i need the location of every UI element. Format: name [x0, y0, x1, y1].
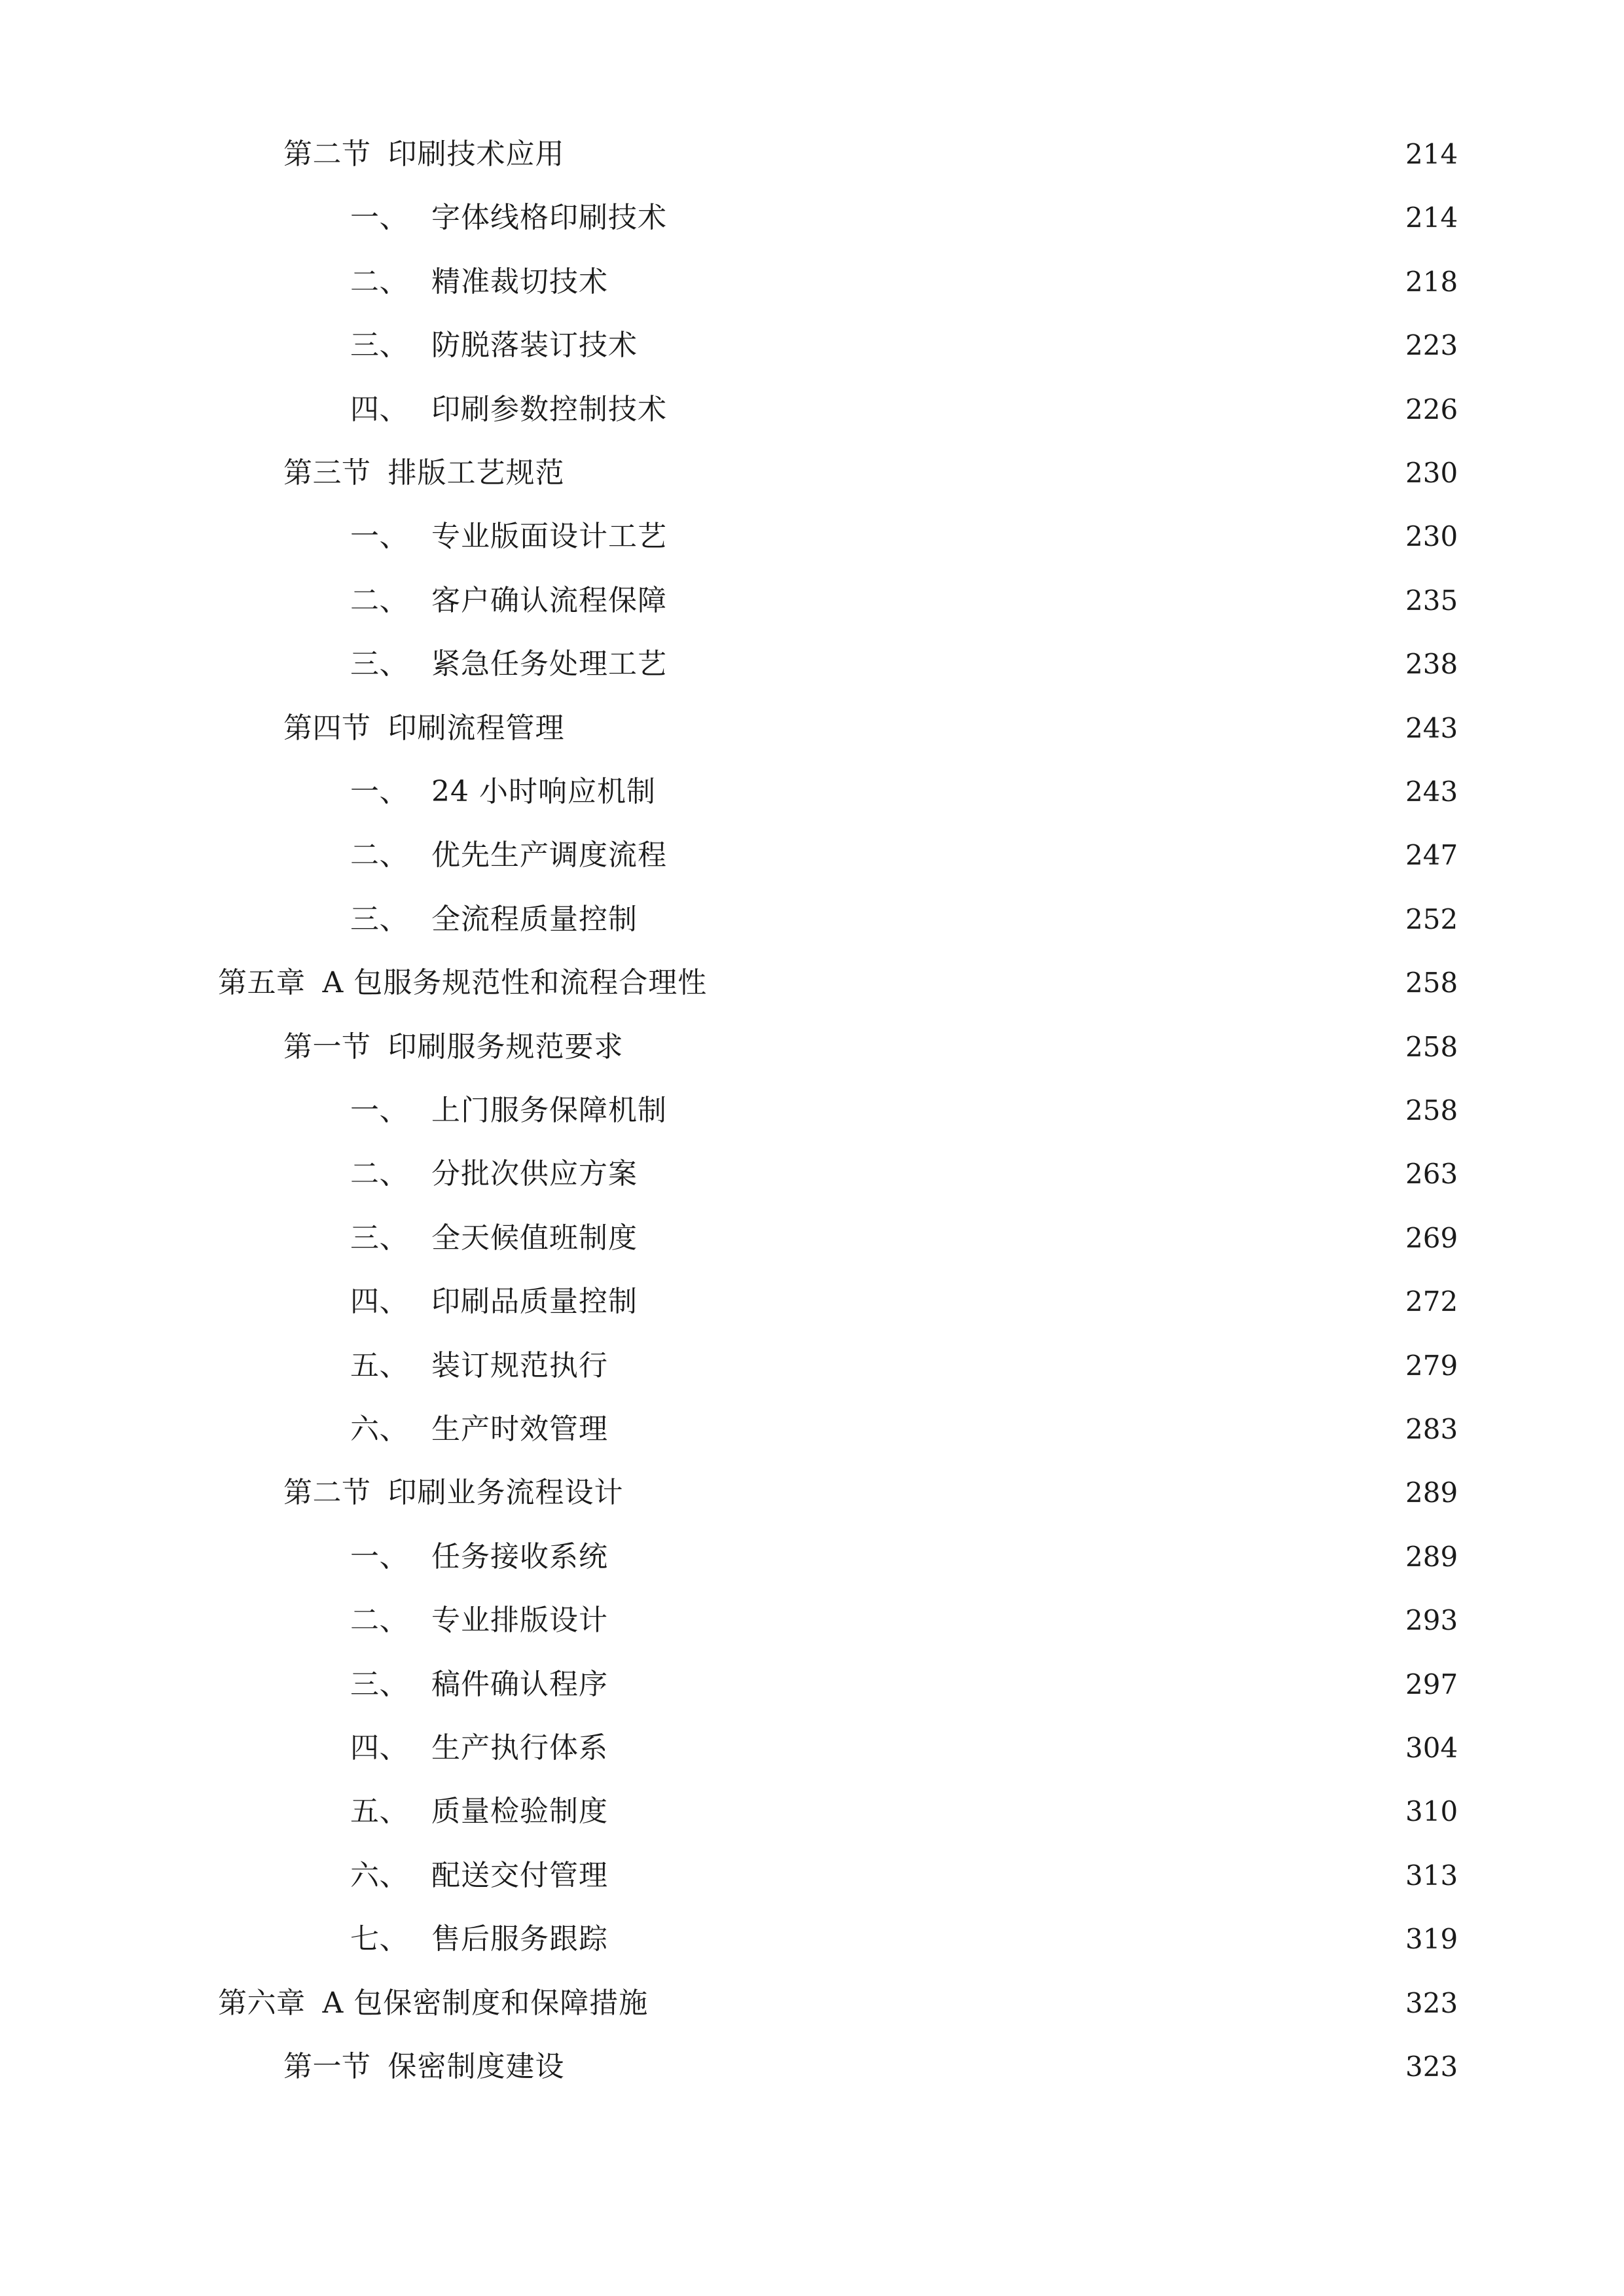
toc-entry-item[interactable] — [350, 1088, 1458, 1134]
toc-entry-title: 保密制度建设 — [388, 2050, 565, 2083]
toc-entry-title: 全流程质量控制 — [431, 903, 638, 936]
toc-entry-page-number: 263 — [1405, 1158, 1458, 1190]
toc-entry-number: 二、 — [350, 265, 408, 298]
toc-entry-page-number: 230 — [1405, 457, 1458, 489]
dot-leader — [630, 1024, 1392, 1070]
toc-entry-number: 三、 — [350, 647, 408, 681]
toc-entry-title: 全天候值班制度 — [431, 1221, 638, 1255]
dot-leader — [644, 1151, 1391, 1197]
toc-entry-number: 第一节 — [283, 2050, 371, 2083]
dot-leader — [571, 706, 1392, 751]
toc-entry-title: 印刷服务规范要求 — [388, 1030, 624, 1064]
toc-entry-number: 第三节 — [283, 456, 371, 490]
toc-entry-title: 专业排版设计 — [431, 1604, 608, 1637]
toc-entry-section[interactable] — [283, 706, 1458, 751]
toc-entry-page-number: 304 — [1405, 1732, 1458, 1764]
toc-entry-page-number: 214 — [1405, 138, 1458, 170]
toc-entry-title: 印刷技术应用 — [388, 137, 565, 171]
dot-leader — [571, 450, 1392, 496]
toc-entry-label — [350, 1598, 608, 1643]
toc-entry-label — [350, 1343, 608, 1389]
toc-entry-title: 印刷业务流程设计 — [388, 1476, 624, 1509]
toc-entry-title: 配送交付管理 — [431, 1859, 608, 1892]
toc-entry-label — [350, 1279, 638, 1325]
toc-entry-label — [283, 1024, 624, 1070]
toc-entry-number: 第六章 — [218, 1986, 306, 2020]
dot-leader — [644, 1215, 1391, 1261]
toc-entry-item[interactable] — [350, 323, 1458, 368]
toc-entry-title: A 包服务规范性和流程合理性 — [322, 966, 708, 999]
toc-entry-label — [350, 514, 667, 560]
toc-entry-item[interactable] — [350, 195, 1458, 241]
toc-entry-title: 上门服务保障机制 — [431, 1094, 667, 1127]
toc-entry-title: 售后服务跟踪 — [431, 1922, 608, 1956]
toc-entry-page-number: 323 — [1405, 1987, 1458, 2019]
dot-leader — [674, 387, 1391, 433]
toc-entry-page-number: 269 — [1405, 1222, 1458, 1254]
toc-entry-label — [350, 259, 608, 305]
toc-entry-label — [283, 1470, 624, 1516]
toc-entry-item[interactable] — [350, 833, 1458, 878]
toc-entry-number: 一、 — [350, 775, 408, 808]
toc-entry-title: 质量检验制度 — [431, 1795, 608, 1828]
toc-entry-label — [350, 1662, 608, 1708]
toc-entry-page-number: 258 — [1405, 1094, 1458, 1126]
toc-entry-section[interactable] — [283, 1024, 1458, 1070]
toc-entry-item[interactable] — [350, 259, 1458, 305]
toc-entry-item[interactable] — [350, 1853, 1458, 1899]
dot-leader — [713, 960, 1391, 1006]
toc-entry-page-number: 214 — [1405, 202, 1458, 234]
toc-entry-page-number: 247 — [1405, 839, 1458, 871]
toc-entry-title: 防脱落装订技术 — [431, 329, 638, 362]
dot-leader — [674, 833, 1391, 878]
toc-entry-label — [350, 769, 656, 815]
toc-entry-label — [350, 323, 638, 368]
toc-entry-item[interactable] — [350, 1916, 1458, 1962]
toc-entry-page-number: 243 — [1405, 712, 1458, 744]
toc-entry-label — [350, 1853, 608, 1899]
toc-entry-title: 印刷参数控制技术 — [431, 393, 667, 426]
dot-leader — [644, 323, 1391, 368]
toc-entry-title: 任务接收系统 — [431, 1540, 608, 1573]
dot-leader — [662, 769, 1391, 815]
toc-entry-page-number: 226 — [1405, 393, 1458, 425]
toc-entry-item[interactable] — [350, 1534, 1458, 1580]
toc-entry-number: 第五章 — [218, 966, 306, 999]
dot-leader — [571, 2044, 1392, 2090]
toc-entry-title: 精准裁切技术 — [431, 265, 608, 298]
toc-entry-title: 印刷品质量控制 — [431, 1285, 638, 1318]
dot-leader — [644, 897, 1391, 942]
dot-leader — [615, 259, 1391, 305]
dot-leader — [674, 578, 1391, 624]
toc-entry-label — [283, 2044, 565, 2090]
toc-entry-item[interactable] — [350, 1598, 1458, 1643]
toc-entry-title: 生产执行体系 — [431, 1731, 608, 1765]
dot-leader — [630, 1470, 1392, 1516]
toc-entry-number: 三、 — [350, 1221, 408, 1255]
toc-entry-label — [218, 1981, 648, 2026]
toc-entry-label — [350, 1151, 638, 1197]
toc-entry-number: 七、 — [350, 1922, 408, 1956]
toc-entry-section[interactable] — [283, 1470, 1458, 1516]
toc-entry-chapter[interactable] — [218, 1981, 1458, 2026]
toc-entry-page-number: 258 — [1405, 967, 1458, 999]
toc-entry-label — [350, 1916, 608, 1962]
toc-entry-number: 五、 — [350, 1349, 408, 1382]
toc-entry-item[interactable] — [350, 1662, 1458, 1708]
toc-entry-number: 六、 — [350, 1412, 408, 1446]
toc-entry-number: 二、 — [350, 1157, 408, 1191]
toc-entry-page-number: 238 — [1405, 648, 1458, 680]
toc-entry-number: 二、 — [350, 584, 408, 617]
toc-entry-label — [283, 450, 565, 496]
toc-entry-title: 24 小时响应机制 — [431, 775, 656, 808]
toc-entry-title: 生产时效管理 — [431, 1412, 608, 1446]
toc-entry-number: 三、 — [350, 903, 408, 936]
toc-entry-page-number: 283 — [1405, 1413, 1458, 1445]
dot-leader — [655, 1981, 1391, 2026]
toc-entry-number: 三、 — [350, 1668, 408, 1701]
toc-entry-item[interactable] — [350, 514, 1458, 560]
toc-entry-number: 第二节 — [283, 1476, 371, 1509]
toc-entry-label — [283, 706, 565, 751]
toc-entry-label — [350, 195, 667, 241]
toc-entry-title: 排版工艺规范 — [388, 456, 565, 490]
toc-entry-title: 印刷流程管理 — [388, 711, 565, 745]
toc-entry-page-number: 323 — [1405, 2051, 1458, 2083]
toc-entry-number: 一、 — [350, 201, 408, 234]
toc-entry-section[interactable] — [283, 132, 1458, 177]
dot-leader — [615, 1853, 1391, 1899]
toc-entry-page-number: 289 — [1405, 1541, 1458, 1573]
toc-entry-title: 分批次供应方案 — [431, 1157, 638, 1191]
dot-leader — [674, 1088, 1391, 1134]
toc-entry-page-number: 258 — [1405, 1031, 1458, 1063]
toc-entry-number: 第一节 — [283, 1030, 371, 1064]
toc-entry-item[interactable] — [350, 1343, 1458, 1389]
toc-entry-label — [350, 1088, 667, 1134]
toc-entry-page-number: 230 — [1405, 520, 1458, 552]
toc-entry-label — [218, 960, 707, 1006]
toc-entry-section[interactable] — [283, 450, 1458, 496]
toc-entry-chapter[interactable] — [218, 960, 1458, 1006]
toc-entry-label — [350, 641, 667, 687]
toc-entry-page-number: 297 — [1405, 1668, 1458, 1700]
dot-leader — [674, 514, 1391, 560]
toc-entry-page-number: 289 — [1405, 1477, 1458, 1509]
dot-leader — [615, 1725, 1391, 1771]
toc-entry-title: 专业版面设计工艺 — [431, 520, 667, 553]
toc-entry-number: 四、 — [350, 1731, 408, 1765]
toc-entry-number: 一、 — [350, 520, 408, 553]
toc-entry-title: A 包保密制度和保障措施 — [322, 1986, 649, 2020]
dot-leader — [615, 1916, 1391, 1962]
toc-entry-page-number: 310 — [1405, 1795, 1458, 1827]
toc-entry-number: 第四节 — [283, 711, 371, 745]
toc-entry-item[interactable] — [350, 1407, 1458, 1452]
toc-entry-item[interactable] — [350, 897, 1458, 942]
toc-entry-item[interactable] — [350, 1789, 1458, 1835]
toc-entry-title: 装订规范执行 — [431, 1349, 608, 1382]
toc-entry-number: 四、 — [350, 1285, 408, 1318]
toc-entry-title: 稿件确认程序 — [431, 1668, 608, 1701]
toc-entry-item[interactable] — [350, 1725, 1458, 1771]
toc-entry-number: 三、 — [350, 329, 408, 362]
toc-entry-label — [350, 1789, 608, 1835]
toc-entry-page-number: 279 — [1405, 1350, 1458, 1382]
toc-entry-page-number: 243 — [1405, 776, 1458, 808]
dot-leader — [674, 195, 1391, 241]
dot-leader — [615, 1662, 1391, 1708]
toc-entry-label — [350, 897, 638, 942]
toc-entry-label — [350, 1534, 608, 1580]
toc-entry-page-number: 319 — [1405, 1923, 1458, 1955]
toc-entry-title: 字体线格印刷技术 — [431, 201, 667, 234]
toc-entry-page-number: 218 — [1405, 266, 1458, 298]
dot-leader — [615, 1789, 1391, 1835]
toc-entry-number: 五、 — [350, 1795, 408, 1828]
toc-entry-page-number: 252 — [1405, 903, 1458, 935]
toc-entry-label — [283, 132, 565, 177]
dot-leader — [615, 1598, 1391, 1643]
toc-entry-label — [350, 1215, 638, 1261]
dot-leader — [674, 641, 1391, 687]
toc-entry-label — [350, 833, 667, 878]
toc-entry-item[interactable] — [350, 387, 1458, 433]
toc-entry-title: 优先生产调度流程 — [431, 838, 667, 872]
dot-leader — [571, 132, 1392, 177]
toc-entry-section[interactable] — [283, 2044, 1458, 2090]
toc-entry-page-number: 293 — [1405, 1604, 1458, 1636]
toc-entry-number: 一、 — [350, 1540, 408, 1573]
toc-entry-number: 六、 — [350, 1859, 408, 1892]
toc-entry-title: 客户确认流程保障 — [431, 584, 667, 617]
toc-entry-title: 紧急任务处理工艺 — [431, 647, 667, 681]
toc-entry-page-number: 313 — [1405, 1859, 1458, 1892]
toc-entry-number: 第二节 — [283, 137, 371, 171]
toc-entry-item[interactable] — [350, 1151, 1458, 1197]
dot-leader — [615, 1343, 1391, 1389]
dot-leader — [615, 1534, 1391, 1580]
toc-entry-page-number: 223 — [1405, 329, 1458, 361]
toc-entry-label — [350, 1407, 608, 1452]
toc-entry-item[interactable] — [350, 578, 1458, 624]
toc-entry-item[interactable] — [350, 769, 1458, 815]
toc-entry-number: 一、 — [350, 1094, 408, 1127]
toc-entry-item[interactable] — [350, 641, 1458, 687]
dot-leader — [644, 1279, 1391, 1325]
toc-entry-label — [350, 578, 667, 624]
toc-entry-label — [350, 387, 667, 433]
toc-entry-number: 四、 — [350, 393, 408, 426]
toc-entry-number: 二、 — [350, 1604, 408, 1637]
toc-entry-page-number: 235 — [1405, 584, 1458, 617]
toc-entry-label — [350, 1725, 608, 1771]
toc-entry-item[interactable] — [350, 1279, 1458, 1325]
toc-entry-item[interactable] — [350, 1215, 1458, 1261]
dot-leader — [615, 1407, 1391, 1452]
toc-entry-page-number: 272 — [1405, 1285, 1458, 1318]
toc-entry-number: 二、 — [350, 838, 408, 872]
